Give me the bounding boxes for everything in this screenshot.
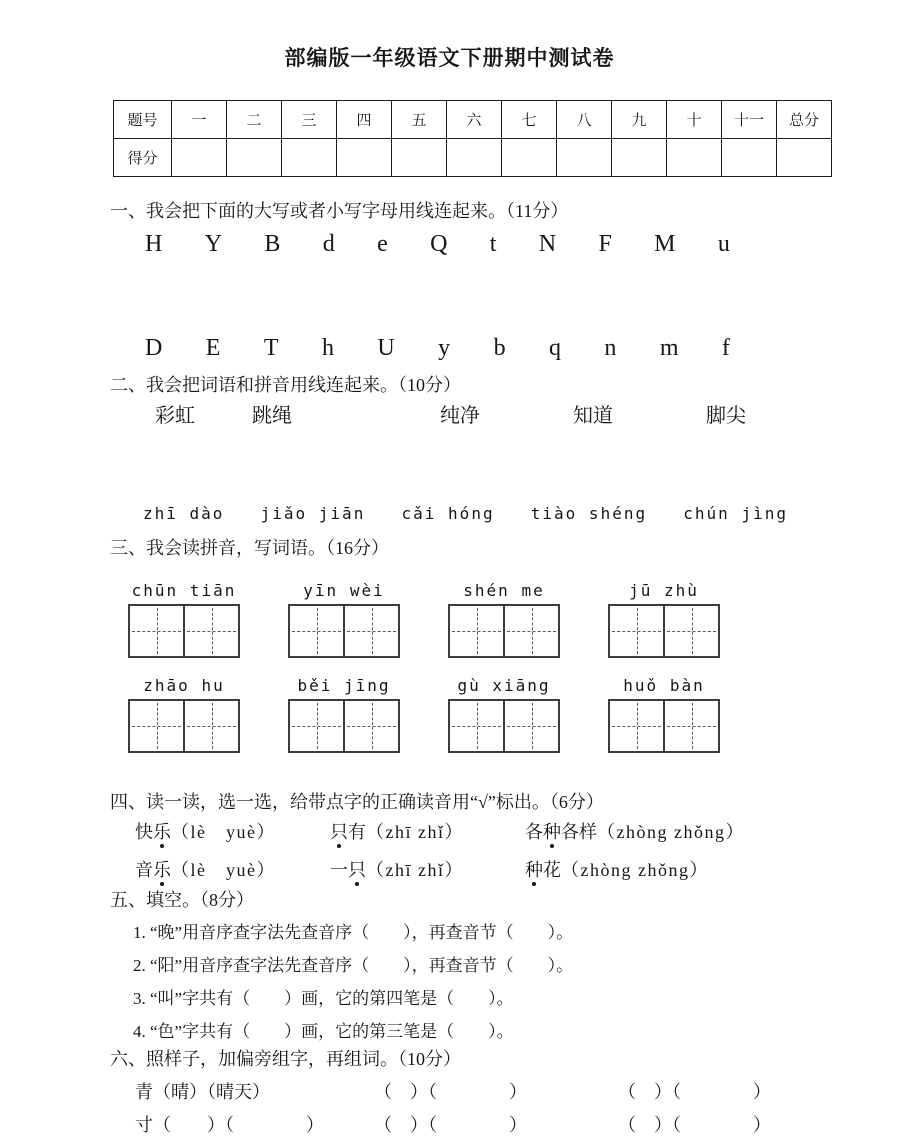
tian-grid-cell[interactable] <box>610 701 663 751</box>
question-col-3: 三 <box>282 101 337 139</box>
section-1-letter-matching <box>0 200 899 362</box>
question-col-10: 十 <box>667 101 722 139</box>
tian-grid-cell[interactable] <box>290 701 343 751</box>
dotted-character: 乐 <box>153 822 171 842</box>
score-cell-total[interactable] <box>777 139 832 177</box>
tian-grid-cell[interactable] <box>183 606 238 656</box>
fill-item-1: 1. “晚”用音序查字法先查音序（ ），再查音节（ ）。 <box>133 923 574 942</box>
writing-grid <box>288 604 400 658</box>
pronunciation-options: （zhòng zhǒng） <box>561 860 709 880</box>
choice-item <box>135 857 330 883</box>
pinyin-label: chūn tiān <box>131 581 237 600</box>
word: 知道 <box>573 405 613 427</box>
choice-item <box>330 819 525 845</box>
writing-grid <box>128 699 240 753</box>
letter: N <box>538 231 557 257</box>
letter: F <box>598 231 612 257</box>
tian-grid-cell[interactable] <box>343 606 398 656</box>
choice-item <box>525 857 709 883</box>
section-3-heading: 三、我会读拼音，写词语。（16分） <box>110 538 389 558</box>
writing-grid-row-1 <box>128 581 720 658</box>
pinyin-label: yīn wèi <box>303 581 385 600</box>
score-cell[interactable] <box>172 139 227 177</box>
question-col-6: 六 <box>447 101 502 139</box>
section-5-heading: 五、填空。（8分） <box>110 890 254 910</box>
word-suffix: 花 <box>543 860 561 880</box>
choice-item <box>525 819 745 845</box>
score-cell[interactable] <box>557 139 612 177</box>
choice-row-1 <box>135 819 899 845</box>
word-row <box>155 404 899 428</box>
dotted-character: 只 <box>348 860 366 880</box>
writing-grid <box>608 604 720 658</box>
section-2-word-pinyin-matching <box>0 374 899 525</box>
pinyin-label: jū zhù <box>629 581 699 600</box>
section-2-heading: 二、我会把词语和拼音用线连起来。（10分） <box>110 375 461 395</box>
writing-grid <box>448 699 560 753</box>
letter: t <box>489 231 497 257</box>
radical-row-1 <box>135 1080 899 1104</box>
pronunciation-options: （zhī zhǐ） <box>366 860 464 880</box>
letter: q <box>548 335 561 361</box>
pinyin-item: cǎi hóng <box>401 504 495 523</box>
choice-item <box>135 819 330 845</box>
fill-item-2: 2. “阳”用音序查字法先查音序（ ），再查音节（ ）。 <box>133 956 574 975</box>
uppercase-lowercase-row-2 <box>145 334 730 362</box>
section-6-add-radicals <box>0 1048 899 1137</box>
pinyin-item: jiǎo jiān <box>260 504 366 523</box>
pinyin-writing-group <box>128 676 240 753</box>
letter: M <box>654 231 676 257</box>
writing-grid <box>288 699 400 753</box>
word-suffix: 各样 <box>561 822 597 842</box>
score-cell[interactable] <box>282 139 337 177</box>
radical-example: 青（晴）（晴天） <box>135 1082 270 1102</box>
letter: Y <box>204 231 223 257</box>
letter: m <box>659 335 679 361</box>
score-cell[interactable] <box>337 139 392 177</box>
dotted-character: 只 <box>330 822 348 842</box>
word-prefix: 各 <box>525 822 543 842</box>
question-col-7: 七 <box>502 101 557 139</box>
fill-item-4: 4. “色”字共有（ ）画，它的第三笔是（ ）。 <box>133 1022 514 1041</box>
pinyin-writing-group <box>288 676 400 753</box>
score-row <box>114 139 832 177</box>
tian-grid-cell[interactable] <box>610 606 663 656</box>
word: 跳绳 <box>252 405 292 427</box>
word: 纯净 <box>440 405 480 427</box>
letter: n <box>604 335 617 361</box>
pinyin-writing-group <box>288 581 400 658</box>
tian-grid-cell[interactable] <box>130 701 183 751</box>
pronunciation-options: （zhī zhǐ） <box>366 822 464 842</box>
choice-item <box>330 857 525 883</box>
score-table <box>113 100 832 177</box>
score-row-label: 得分 <box>114 139 172 177</box>
tian-grid-cell[interactable] <box>450 606 503 656</box>
tian-grid-cell[interactable] <box>290 606 343 656</box>
letter: u <box>717 231 730 257</box>
letter: e <box>377 231 388 257</box>
uppercase-lowercase-row-1 <box>145 230 730 258</box>
pinyin-label: gù xiāng <box>457 676 551 695</box>
tian-grid-cell[interactable] <box>450 701 503 751</box>
word-prefix: 一 <box>330 860 348 880</box>
section-4-choose-pronunciation <box>0 791 899 883</box>
radical-blank: （ ）（ ） <box>374 1082 527 1102</box>
pinyin-label: shén me <box>463 581 545 600</box>
radical-blank: 寸（ ）（ ） <box>135 1115 324 1135</box>
question-col-5: 五 <box>392 101 447 139</box>
pinyin-writing-group <box>448 581 560 658</box>
pinyin-label: běi jīng <box>297 676 391 695</box>
word-prefix: 音 <box>135 860 153 880</box>
tian-grid-cell[interactable] <box>343 701 398 751</box>
question-col-8: 八 <box>557 101 612 139</box>
writing-grid <box>608 699 720 753</box>
section-5-fill-in-blanks <box>0 889 899 1043</box>
radical-row-2 <box>135 1113 899 1137</box>
section-3-write-words <box>0 537 899 753</box>
letter: U <box>377 335 395 361</box>
pronunciation-options: （zhòng zhǒng） <box>597 822 745 842</box>
word-suffix: 有 <box>348 822 366 842</box>
question-number-row <box>114 101 832 139</box>
pinyin-writing-group <box>608 581 720 658</box>
pronunciation-options: （lè yuè） <box>171 822 276 842</box>
score-cell[interactable] <box>502 139 557 177</box>
pinyin-label: huǒ bàn <box>623 676 705 695</box>
letter: H <box>145 231 163 257</box>
tian-grid-cell[interactable] <box>503 606 558 656</box>
writing-grid-row-2 <box>128 676 720 753</box>
question-col-total: 总分 <box>777 101 832 139</box>
letter: f <box>721 335 730 361</box>
dotted-character: 种 <box>543 822 561 842</box>
section-4-heading: 四、读一读，选一选，给带点字的正确读音用“√”标出。（6分） <box>110 792 604 812</box>
letter: b <box>493 335 506 361</box>
choice-row-2 <box>135 857 899 883</box>
letter: B <box>264 231 281 257</box>
section-6-heading: 六、照样子，加偏旁组字，再组词。（10分） <box>110 1049 461 1069</box>
letter: T <box>263 335 279 361</box>
letter: h <box>321 335 334 361</box>
score-cell[interactable] <box>612 139 667 177</box>
section-1-heading: 一、我会把下面的大写或者小写字母用线连起来。（11分） <box>110 201 569 221</box>
dotted-character: 种 <box>525 860 543 880</box>
pinyin-writing-group <box>608 676 720 753</box>
pinyin-item: zhī dào <box>143 504 225 523</box>
score-cell[interactable] <box>447 139 502 177</box>
score-cell[interactable] <box>227 139 282 177</box>
radical-blank: （ ）（ ） <box>374 1115 527 1135</box>
question-col-9: 九 <box>612 101 667 139</box>
dotted-character: 乐 <box>153 860 171 880</box>
tian-grid-cell[interactable] <box>183 701 238 751</box>
tian-grid-cell[interactable] <box>663 606 718 656</box>
tian-grid-cell[interactable] <box>663 701 718 751</box>
question-col-2: 二 <box>227 101 282 139</box>
letter: d <box>322 231 335 257</box>
question-col-4: 四 <box>337 101 392 139</box>
pinyin-writing-group <box>448 676 560 753</box>
pinyin-row <box>143 503 788 525</box>
word: 脚尖 <box>706 405 746 427</box>
pinyin-item: chún jìng <box>683 504 788 523</box>
question-col-1: 一 <box>172 101 227 139</box>
question-col-11: 十一 <box>722 101 777 139</box>
pinyin-label: zhāo hu <box>143 676 225 695</box>
fill-item-3: 3. “叫”字共有（ ）画，它的第四笔是（ ）。 <box>133 989 514 1008</box>
score-cell[interactable] <box>667 139 722 177</box>
tian-grid-cell[interactable] <box>130 606 183 656</box>
question-row-label: 题号 <box>114 101 172 139</box>
score-cell[interactable] <box>722 139 777 177</box>
tian-grid-cell[interactable] <box>503 701 558 751</box>
letter: E <box>205 335 221 361</box>
writing-grid <box>448 604 560 658</box>
letter: y <box>438 335 451 361</box>
radical-blank: （ ）（ ） <box>618 1082 771 1102</box>
pronunciation-options: （lè yuè） <box>171 860 276 880</box>
word: 彩虹 <box>155 405 195 427</box>
word-prefix: 快 <box>135 822 153 842</box>
letter: D <box>145 335 163 361</box>
pinyin-writing-group <box>128 581 240 658</box>
score-cell[interactable] <box>392 139 447 177</box>
writing-grid <box>128 604 240 658</box>
letter: Q <box>430 231 448 257</box>
page-title: 部编版一年级语文下册期中测试卷 <box>284 47 615 70</box>
pinyin-item: tiào shéng <box>530 504 648 523</box>
radical-blank: （ ）（ ） <box>618 1115 771 1135</box>
